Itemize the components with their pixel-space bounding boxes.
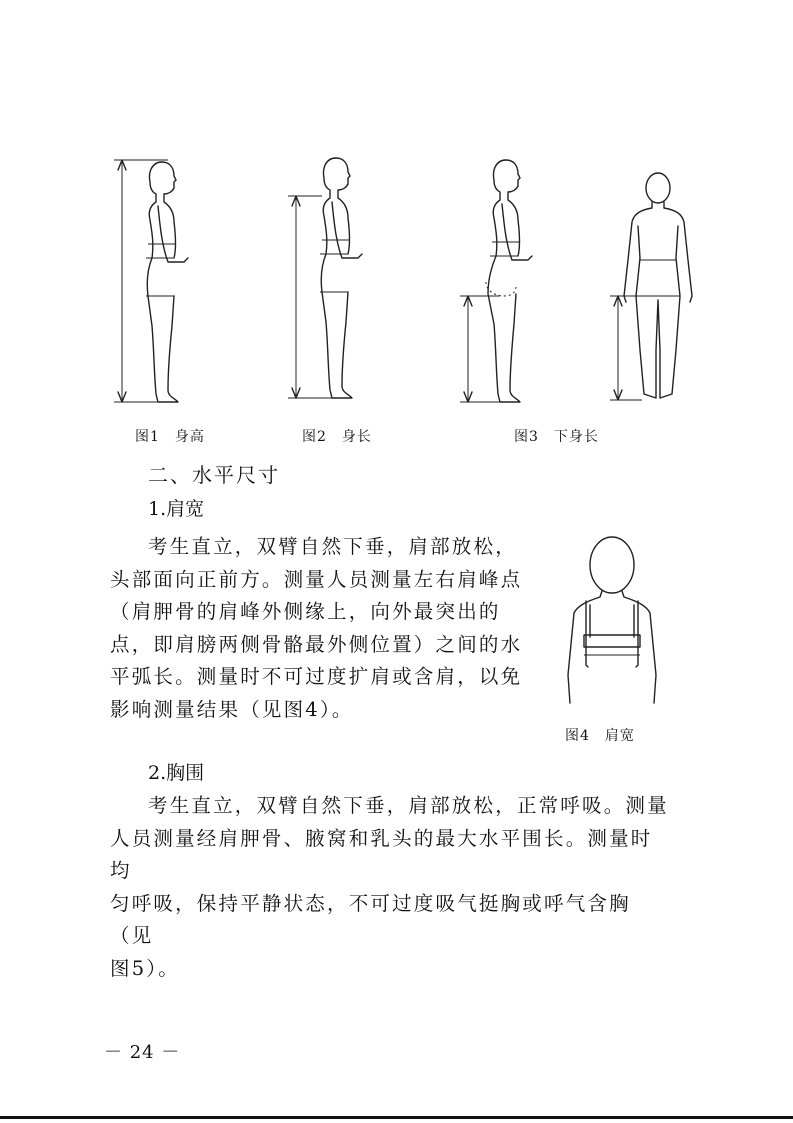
paragraph-line: 点，即肩膀两侧骨骼最外侧位置）之间的水: [110, 632, 523, 656]
paragraph-line: 图5）。: [110, 956, 180, 980]
paragraph-line: 平弧长。测量时不可过度扩肩或含肩，以免: [110, 665, 523, 688]
paragraph-line: 人员测量经肩胛骨、腋窝和乳头的最大水平围长。测量时均: [110, 826, 653, 882]
body-length-measure-line: [288, 196, 350, 398]
figure-1-height-illustration: [112, 150, 232, 410]
standing-figure-side: [486, 160, 532, 402]
paragraph-line: 影响测量结果（见图4）。: [110, 697, 354, 721]
figure-3-caption: 图3 下身长: [514, 429, 599, 445]
figure-4-caption: 图4 肩宽: [565, 728, 635, 744]
figure-1-caption: 图1 身高: [135, 429, 205, 445]
paragraph-line: 头部面向正前方。测量人员测量左右肩峰点: [110, 567, 523, 591]
back-view-figure: [568, 537, 656, 703]
paragraph-line: 考生直立，双臂自然下垂，肩部放松，正常呼吸。测量: [148, 794, 669, 817]
standing-figure-side: [146, 162, 188, 402]
item-2-title: 2.胸围: [148, 762, 205, 784]
figure-2-body-length-illustration: [286, 150, 406, 410]
page-number: － 24 －: [104, 1042, 181, 1063]
page-bottom-rule: [0, 1116, 793, 1119]
figure-2-caption: 图2 身长: [302, 429, 372, 445]
figure-3-lower-body-illustration: [456, 150, 706, 410]
section-heading: 二、水平尺寸: [148, 463, 280, 487]
item-2-paragraph: [110, 790, 670, 985]
standing-figure-back: [624, 173, 692, 398]
item-1-paragraph: [110, 531, 530, 726]
paragraph-line: 考生直立，双臂自然下垂，肩部放松，: [148, 535, 517, 558]
height-measure-line: [114, 160, 176, 402]
paragraph-line: （肩胛骨的肩峰外侧缘上，向外最突出的: [110, 600, 501, 623]
figure-4-shoulder-width-illustration: [560, 535, 670, 705]
paragraph-line: 匀呼吸，保持平静状态，不可过度吸气挺胸或呼气含胸（见: [110, 891, 631, 947]
item-1-title: 1.肩宽: [148, 498, 205, 520]
lower-body-measure-line-side: [460, 296, 518, 402]
standing-figure-side: [320, 158, 362, 398]
